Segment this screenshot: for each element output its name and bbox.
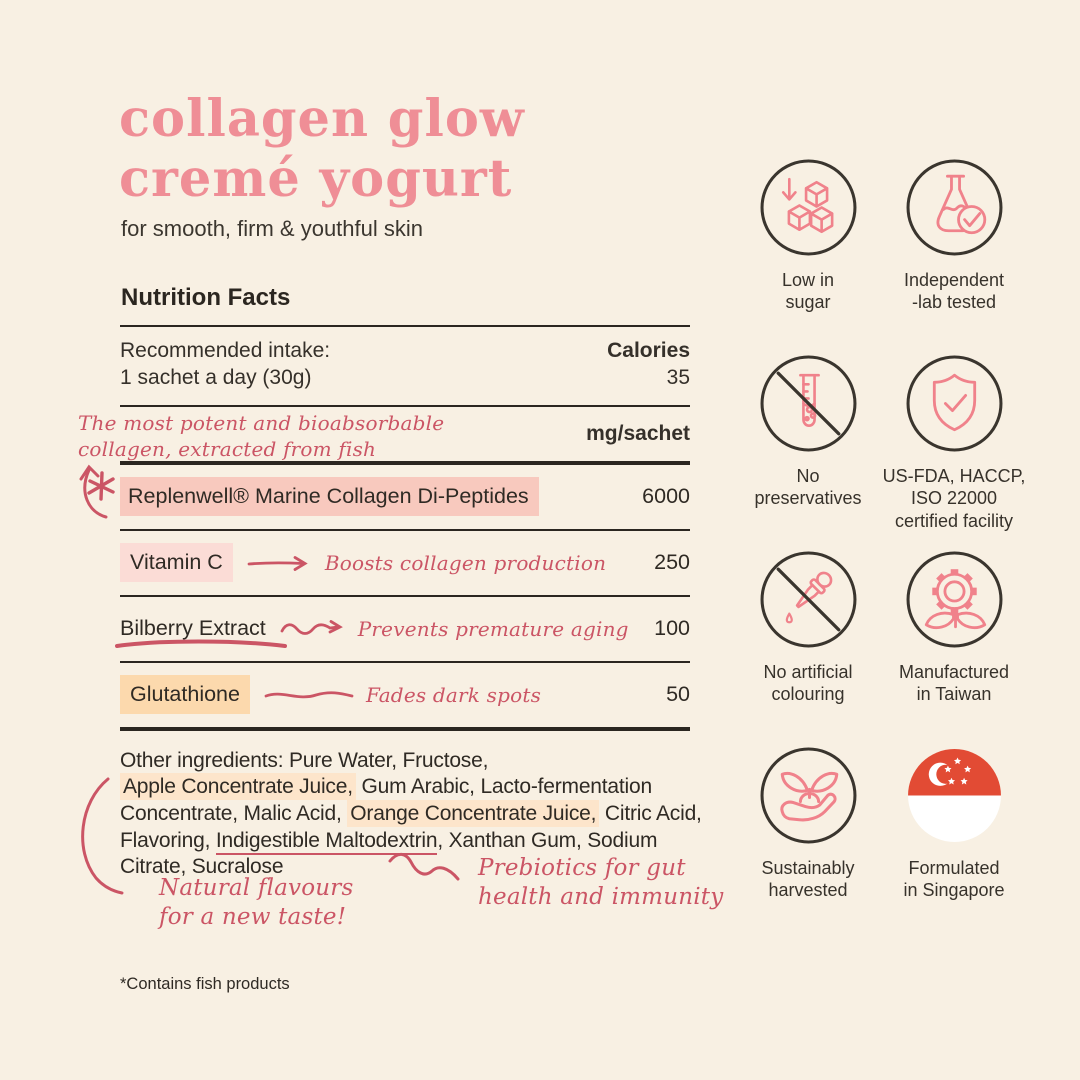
intake-label: Recommended intake: — [120, 339, 331, 362]
calories-value: 35 — [666, 366, 690, 390]
badge-label: No preservatives — [754, 466, 862, 509]
straight-arrow-icon — [247, 554, 313, 572]
ingredients-highlight-apple: Apple Concentrate Juice, — [120, 773, 356, 800]
badge-label: Sustainably harvested — [761, 858, 855, 901]
ingredients-text: , Xanthan Gum, Sodium Citrate, Sucralose — [120, 828, 658, 879]
badge-grid — [735, 157, 1027, 941]
natural-flavours-note — [159, 874, 354, 933]
ingredient-name-bilberry: Bilberry Extract — [120, 616, 266, 641]
intake-value: 1 sachet a day (30g) — [120, 366, 312, 390]
asterisk-icon — [89, 473, 113, 499]
ingredients-highlight-orange: Orange Concentrate Juice, — [347, 800, 599, 827]
prebiotics-line1: Prebiotics for gut — [478, 855, 686, 881]
badge-label: Independent -lab tested — [903, 270, 1005, 313]
table-row-vitamin-c — [120, 529, 690, 595]
table-row-bilberry — [120, 595, 690, 661]
badge-label: Formulated in Singapore — [903, 858, 1005, 901]
ingredient-name-glutathione: Glutathione — [120, 675, 250, 714]
nutrition-facts-heading: Nutrition Facts — [121, 284, 291, 311]
natural-flavours-line2: for a new taste! — [159, 904, 347, 931]
badge-sustainable — [735, 745, 881, 941]
natural-flavours-line1: Natural flavours — [159, 875, 354, 901]
ingredients-text: Gum Arabic, Lacto-fermentation Concentrate, Malic Acid, — [120, 775, 652, 825]
ingredient-value-collagen: 6000 — [642, 484, 690, 509]
ingredients-text: Other ingredients: Pure Water, Fructose, — [120, 748, 489, 772]
ingredients-text: Citric Acid, Flavoring, — [120, 801, 702, 852]
ingredient-name-collagen: Replenwell® Marine Collagen Di-Peptides — [120, 477, 539, 516]
page-title-line2: cremé yogurt — [119, 148, 513, 209]
ingredients-underline-maltodextrin: Indigestible Maltodextrin — [216, 829, 437, 855]
calories-block — [607, 337, 690, 392]
badge-certified — [881, 353, 1027, 549]
ingredient-value-glutathione: 50 — [666, 682, 690, 707]
badge-label: No artificial colouring — [763, 662, 853, 705]
wavy-dash-icon — [264, 688, 354, 702]
badge-no-preservatives — [735, 353, 881, 549]
badge-no-colouring — [735, 549, 881, 745]
prebiotics-note — [478, 854, 723, 913]
singapore-flag-icon — [904, 745, 1005, 846]
calories-label: Calories — [607, 339, 690, 362]
hand-sprout-icon — [758, 745, 859, 846]
ingredient-value-bilberry: 100 — [654, 616, 690, 641]
badge-singapore — [881, 745, 1027, 941]
footnote: *Contains fish products — [120, 975, 290, 993]
collagen-annotation-line1: The most potent and bioabsorbable — [78, 410, 445, 435]
curved-arrow-icon — [85, 470, 106, 517]
note-vitamin-c: Boosts collagen production — [324, 550, 607, 575]
table-row-glutathione — [120, 661, 690, 727]
gear-flower-icon — [904, 549, 1005, 650]
badge-label: Low in sugar — [781, 270, 835, 313]
table-bottom-rule — [120, 727, 690, 731]
squiggle-arrow-icon — [280, 618, 346, 640]
page-title-line1: collagen glow — [119, 89, 525, 149]
ingredient-value-vitamin-c: 250 — [654, 550, 690, 575]
ingredient-name-vitamin-c: Vitamin C — [120, 543, 233, 582]
flask-check-icon — [904, 157, 1005, 258]
badge-low-sugar — [735, 157, 881, 353]
nutrition-facts-panel — [78, 284, 702, 902]
badge-label: US-FDA, HACCP, ISO 22000 certified facility — [882, 466, 1026, 531]
curved-arrow-head-icon — [81, 467, 98, 479]
no-test-tube-icon — [758, 353, 859, 454]
badge-made-taiwan — [881, 549, 1027, 745]
collagen-annotation — [78, 410, 444, 463]
sugar-cubes-down-icon — [758, 157, 859, 258]
prebiotics-line2: health and immunity — [478, 884, 724, 911]
table-row-collagen — [120, 461, 690, 529]
page-subtitle: for smooth, firm & youthful skin — [121, 216, 423, 241]
brace-curve-icon — [83, 779, 122, 893]
page-title — [119, 90, 525, 209]
hand-underline-icon — [114, 638, 290, 650]
badge-lab-tested — [881, 157, 1027, 353]
note-bilberry: Prevents premature aging — [357, 616, 629, 641]
unit-label: mg/sachet — [586, 421, 690, 445]
shield-check-icon — [904, 353, 1005, 454]
note-glutathione: Fades dark spots — [365, 682, 542, 707]
intake-row — [120, 325, 690, 405]
collagen-annotation-line2: collagen, extracted from fish — [78, 436, 377, 461]
no-dropper-icon — [758, 549, 859, 650]
intake-label-block — [120, 337, 330, 392]
badge-label: Manufactured in Taiwan — [898, 662, 1010, 705]
unit-row — [78, 405, 690, 461]
